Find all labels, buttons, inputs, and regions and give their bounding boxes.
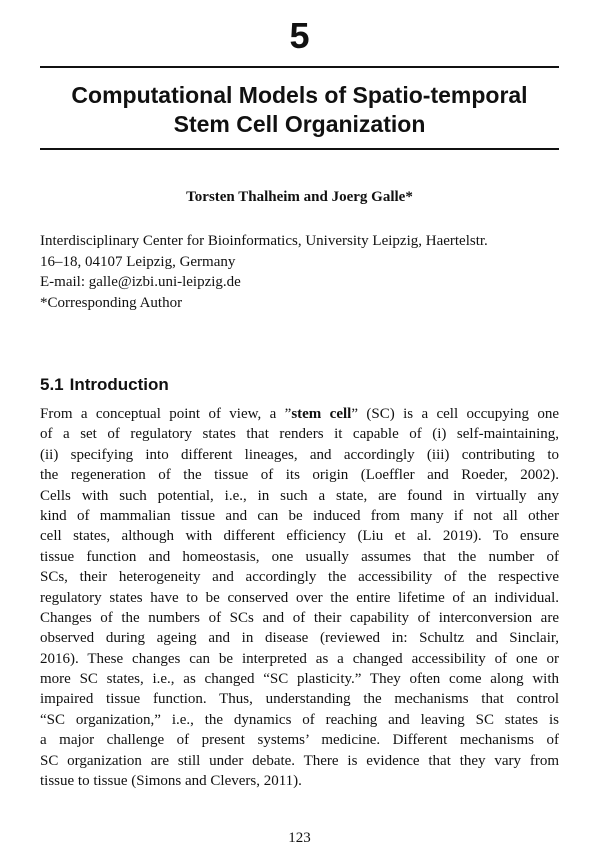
paragraph-line: 2016). These changes can be interpreted as a changed accessibility of one or [40, 650, 559, 667]
page-number: 123 [288, 830, 311, 846]
key-term: stem cell [291, 406, 352, 422]
section-number: 5.1 [40, 375, 64, 394]
paragraph-line: SCs, their heterogeneity and accordingly the accessibility of the respective [40, 569, 559, 586]
paragraph-line: (ii) specifying into different lineages, and accordingly (iii) contributing to [40, 446, 559, 463]
paragraph-line: the regeneration of the tissue of its origin (Loeffler and Roeder, 2002). [40, 467, 559, 484]
text-run: ” (SC) is a cell occupying one [351, 406, 559, 422]
paragraph-line: SC organization are still under debate. There is evidence that they vary from [40, 752, 559, 769]
paragraph-line: cell states, although with different efficiency (Liu et al. 2019). To ensure [40, 528, 559, 545]
paragraph-line: tissue to tissue (Simons and Clevers, 2011). [40, 773, 302, 790]
title-bottom-rule [40, 148, 559, 150]
section-title: Introduction [69, 375, 169, 394]
affiliation-email: E-mail: galle@izbi.uni-leipzig.de [40, 274, 241, 290]
paragraph-line: a major challenge of present systems’ medicine. Different mechanisms of [40, 732, 559, 749]
text-run: From a conceptual point of view, a ” [40, 406, 292, 422]
chapter-title-line: Computational Models of Spatio-temporal [71, 82, 528, 108]
paragraph-line: Changes of the numbers of SCs and of their capability of interconversion are [40, 609, 559, 626]
paragraph-line: tissue function and homeostasis, one usually assumes that the number of [40, 548, 559, 565]
paragraph-line: kind of mammalian tissue and can be induced from many if not all other [40, 507, 559, 524]
paragraph-line: regulatory states have to be conserved over the entire lifetime of an individual. [40, 589, 559, 606]
paragraph-line: of a set of regulatory states that renders it capable of (i) self-maintaining, [40, 426, 559, 443]
chapter-title [40, 81, 559, 139]
title-top-rule [40, 66, 559, 68]
affiliation-block [40, 231, 559, 313]
section-heading [40, 374, 169, 396]
paragraph-line: “SC organization,” i.e., the dynamics of reaching and leaving SC states is [40, 711, 559, 728]
paragraph-line: Cells with such potential, i.e., in such a state, are found in virtually any [40, 487, 559, 504]
chapter-number: 5 [289, 15, 310, 56]
paragraph-line: more SC states, i.e., as changed “SC plasticity.” They often come along with [40, 671, 559, 688]
paragraph-line: impaired tissue function. Thus, understanding the mechanisms that control [40, 691, 559, 708]
chapter-title-line: Stem Cell Organization [173, 111, 426, 137]
paragraph-line: observed during ageing and in disease (reviewed in: Schultz and Sinclair, [40, 630, 559, 647]
paragraph-line [40, 404, 559, 424]
affiliation-note: *Corresponding Author [40, 294, 183, 311]
introduction-paragraph [40, 404, 559, 791]
author-list: Torsten Thalheim and Joerg Galle* [186, 189, 413, 205]
affiliation-institution: Interdisciplinary Center for Bioinformatics, University Leipzig, Haertelstr. [40, 233, 488, 249]
affiliation-address: 16–18, 04107 Leipzig, Germany [40, 253, 236, 270]
